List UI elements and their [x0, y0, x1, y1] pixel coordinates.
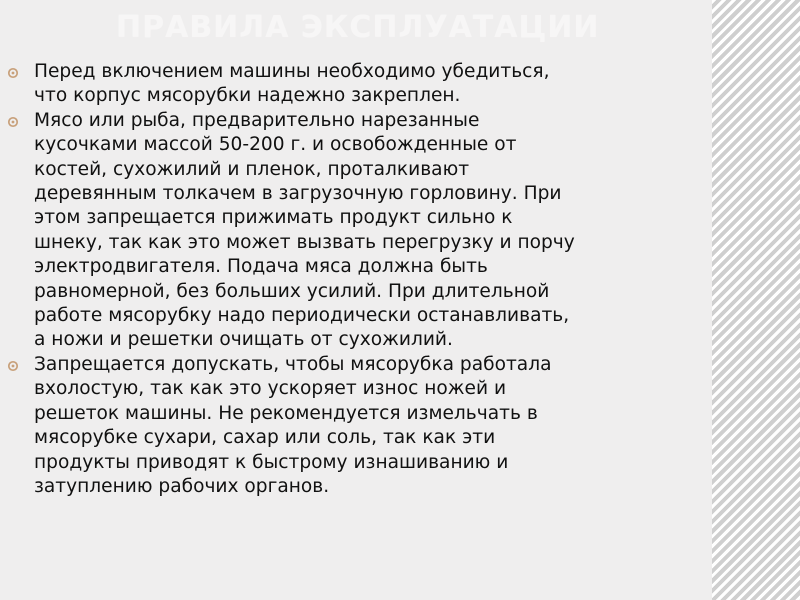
- bullet-line: затуплению рабочих органов.: [34, 475, 330, 497]
- bullet-line: вхолостую, так как это ускоряет износ ножей и: [34, 378, 507, 400]
- bullet-item-3: [0, 353, 712, 499]
- ring-bullet-icon: [7, 360, 19, 372]
- bullet-line: Мясо или рыба, предварительно нарезанные: [34, 109, 480, 131]
- bullet-line: Перед включением машины необходимо убедиться,: [34, 61, 550, 82]
- bullet-line: деревянным толкачем в загрузочную горловину. При: [34, 183, 562, 205]
- bullet-item-2: [0, 109, 712, 353]
- bullet-line: костей, сухожилий и пленок, проталкивают: [34, 158, 470, 180]
- bullet-line: кусочками массой 50-200 г. и освобожденные от: [34, 134, 517, 156]
- bullet-line: шнеку, так как это может вызвать перегрузку и порчу: [34, 231, 575, 253]
- bullet-line: этом запрещается прижимать продукт сильно к: [34, 207, 513, 229]
- bullet-line: а ножи и решетки очищать от сухожилий.: [34, 329, 453, 351]
- ring-bullet-icon: [7, 67, 19, 79]
- bullet-list: [0, 60, 712, 499]
- bullet-line: Запрещается допускать, чтобы мясорубка работала: [34, 353, 552, 375]
- decorative-stripe-band: [712, 0, 800, 600]
- bullet-item-1: [0, 60, 712, 109]
- bullet-line: работе мясорубку надо периодически останавливать,: [34, 305, 570, 327]
- bullet-line: продукты приводят к быстрому изнашиванию и: [34, 451, 509, 473]
- ring-bullet-icon: [7, 116, 19, 128]
- bullet-line: электродвигателя. Подача мяса должна быть: [34, 256, 488, 278]
- bullet-line: что корпус мясорубки надежно закреплен.: [34, 85, 461, 107]
- bullet-line: равномерной, без больших усилий. При длительной: [34, 280, 550, 302]
- slide-title: ПРАВИЛА ЭКСПЛУАТАЦИИ: [116, 10, 600, 45]
- bullet-line: мясорубке сухари, сахар или соль, так как эти: [34, 427, 496, 449]
- bullet-line: решеток машины. Не рекомендуется измельчать в: [34, 402, 538, 424]
